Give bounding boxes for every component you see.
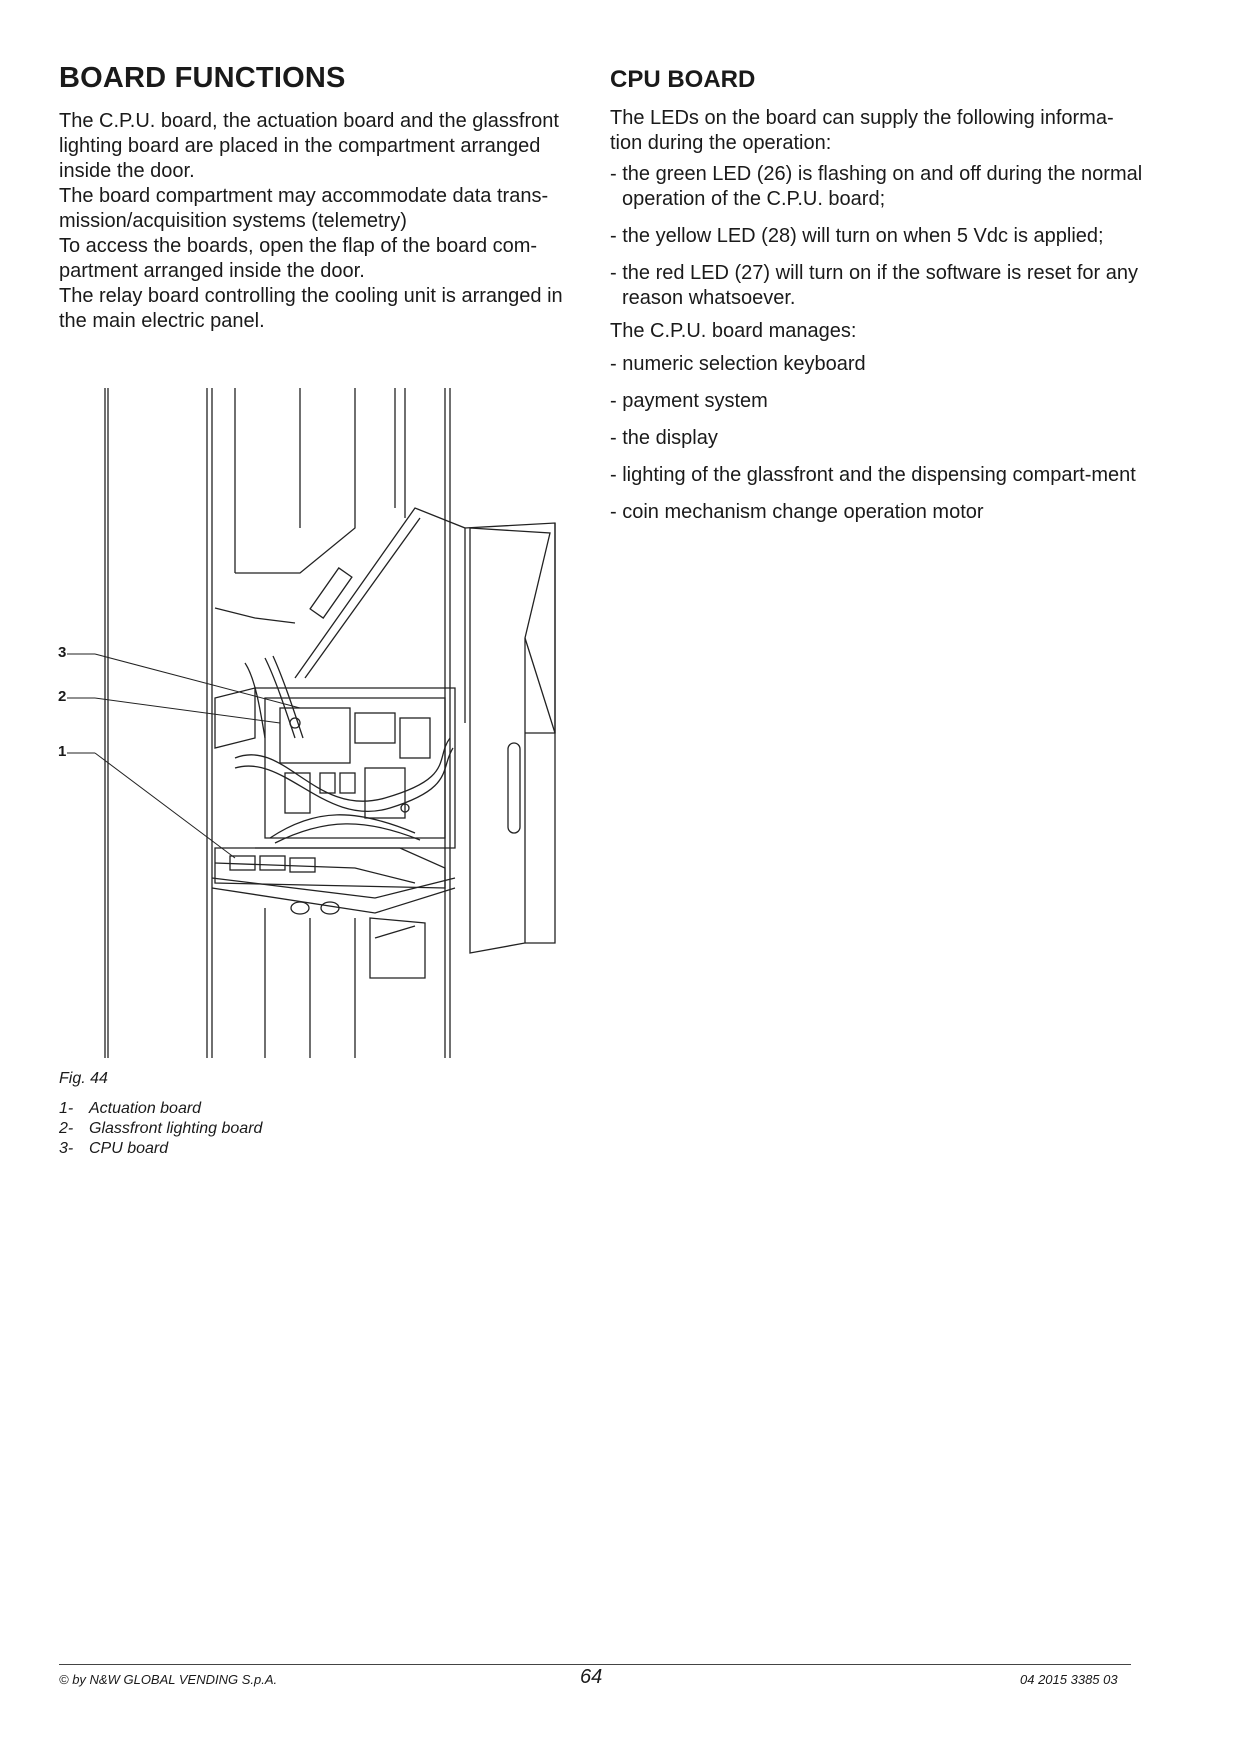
footer-copyright: © by N&W GLOBAL VENDING S.p.A. [59, 1672, 278, 1687]
list-item: - payment system [610, 389, 1150, 414]
list-item: - the display [610, 426, 1150, 451]
board-functions-text [59, 109, 579, 334]
intro-line: tion during the operation: [610, 132, 832, 154]
section-title: CPU BOARD [610, 66, 756, 93]
legend-num: 2- [59, 1120, 74, 1137]
right-column [610, 62, 1150, 537]
para-line: The board compartment may accommodate data trans- [59, 185, 549, 207]
legend-num: 1- [59, 1100, 74, 1117]
legend-label: Actuation board [89, 1100, 202, 1117]
callout-1: 1 [58, 743, 67, 760]
figure-legend [59, 1100, 262, 1160]
legend-item [59, 1100, 262, 1120]
led-intro [610, 106, 1150, 156]
list-item: - numeric selection keyboard [610, 352, 1150, 377]
para-line: lighting board are placed in the compartment arranged [59, 135, 541, 157]
para-line: the main electric panel. [59, 310, 265, 332]
manages-intro: The C.P.U. board manages: [610, 320, 857, 342]
list-item: - the red LED (27) will turn on if the software is reset for any reason whatsoever. [610, 261, 1150, 311]
footer-divider [59, 1664, 1131, 1665]
legend-label: CPU board [89, 1140, 169, 1157]
list-item: - the green LED (26) is flashing on and off during the normal operation of the C.P.U. board; [610, 162, 1150, 212]
callout-2: 2 [58, 688, 67, 705]
document-code: 04 2015 3385 03 [1020, 1672, 1118, 1687]
legend-item [59, 1120, 262, 1140]
door-board-compartment-illustration [55, 378, 575, 1068]
callout-3: 3 [58, 644, 67, 661]
intro-line: The LEDs on the board can supply the following informa- [610, 107, 1114, 129]
page-title: BOARD FUNCTIONS [59, 62, 346, 94]
figure-caption: Fig. 44 [59, 1070, 108, 1087]
para-line: inside the door. [59, 160, 195, 182]
manages-list [610, 352, 1150, 525]
technical-drawing [55, 378, 575, 1068]
list-item: - coin mechanism change operation motor [610, 500, 1150, 525]
list-item: - the yellow LED (28) will turn on when 5 Vdc is applied; [610, 224, 1150, 249]
legend-num: 3- [59, 1140, 74, 1157]
page-number: 64 [580, 1666, 603, 1688]
para-line: mission/acquisition systems (telemetry) [59, 210, 407, 232]
left-column [59, 62, 579, 334]
para-line: The C.P.U. board, the actuation board and the glassfront [59, 110, 559, 132]
para-line: To access the boards, open the flap of the board com- [59, 235, 538, 257]
para-line: partment arranged inside the door. [59, 260, 365, 282]
legend-item [59, 1140, 262, 1160]
list-item: - lighting of the glassfront and the dispensing compart-ment [610, 463, 1150, 488]
legend-label: Glassfront lighting board [89, 1120, 263, 1137]
para-line: The relay board controlling the cooling unit is arranged in [59, 285, 563, 307]
led-list [610, 162, 1150, 311]
